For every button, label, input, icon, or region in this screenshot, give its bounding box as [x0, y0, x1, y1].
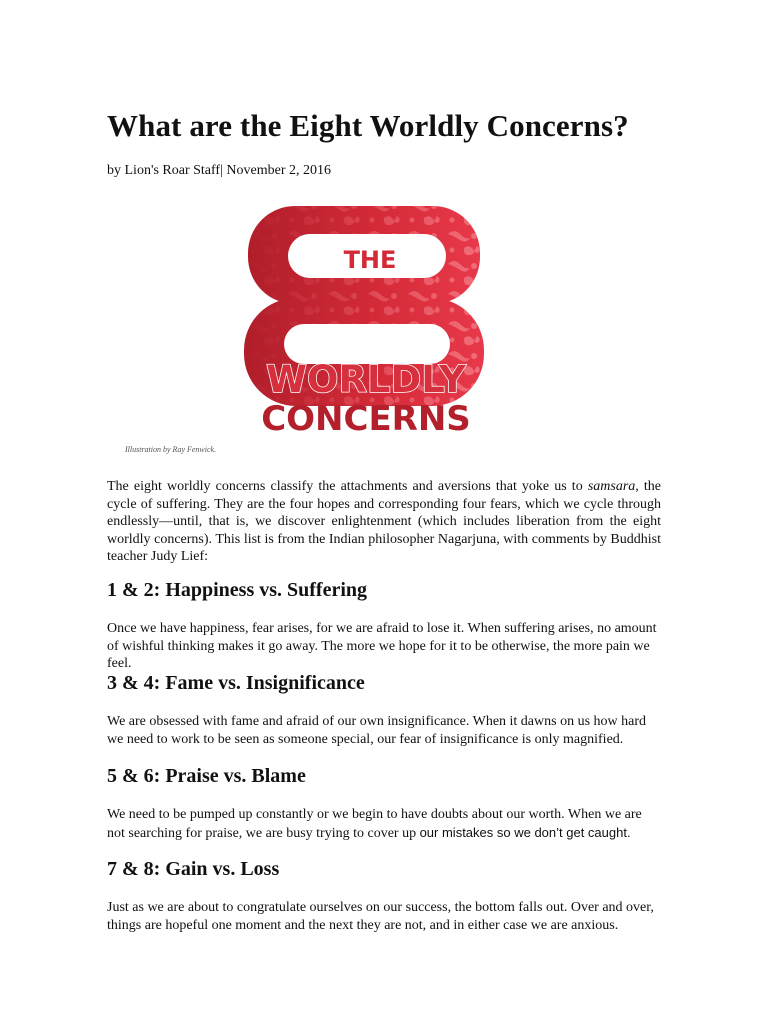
- section-body-praise-text: We need to be pumped up constantly or we begin to have doubts about our worth. When we are not searching for praise, we are busy trying to cover up: [107, 807, 642, 841]
- image-caption: Illustration by Ray Fenwick.: [125, 445, 217, 454]
- section-heading-praise: 5 & 6: Praise vs. Blame: [107, 765, 306, 787]
- section-heading-fame: 3 & 4: Fame vs. Insignificance: [107, 672, 365, 694]
- section-heading-happiness: 1 & 2: Happiness vs. Suffering: [107, 579, 368, 601]
- logo-worldly-text: WORLDLY: [266, 358, 466, 401]
- eight-worldly-concerns-logo: [244, 198, 484, 438]
- section-body-happiness: Once we have happiness, fear arises, for we are afraid to lose it. When suffering arises, no amount of wishful thinking makes it go away. The more we hope for it to be otherwise, the more pain we feel.: [107, 621, 657, 672]
- logo-concerns-text: CONCERNS: [261, 399, 471, 438]
- logo-the-text: THE: [343, 246, 397, 274]
- section-body-fame: We are obsessed with fame and afraid of our own insignificance. When it dawns on us how hard we need to work to be seen as someone special, our fear of insignificance is only magnified.: [107, 714, 647, 747]
- intro-text-before: The eight worldly concerns classify the attachments and aversions that yoke us to: [107, 479, 588, 494]
- intro-term-samsara: samsara: [587, 479, 636, 494]
- page-title: What are the Eight Worldly Concerns?: [107, 108, 629, 143]
- section-body-praise: [107, 806, 663, 842]
- byline: by Lion's Roar Staff| November 2, 2016: [107, 163, 331, 178]
- section-body-praise-tail: our mistakes so we don’t get caught.: [419, 824, 631, 840]
- section-body-gain: Just as we are about to congratulate ourselves on our success, the bottom falls out. Over and over, things are hopeful one moment and the next they are not, and in either case we are anxious.: [107, 900, 654, 933]
- intro-paragraph: [107, 478, 661, 566]
- section-heading-gain: 7 & 8: Gain vs. Loss: [107, 858, 280, 880]
- intro-text-after: , the cycle of suffering. They are the four hopes and corresponding four fears, which we cycle through endlessly—until, that is, we discover enlightenment (which includes liberation from the eight worldly concerns). This list is from the Indian philosopher Nagarjuna, with comments by Buddhist teacher Judy Lief:: [107, 479, 661, 565]
